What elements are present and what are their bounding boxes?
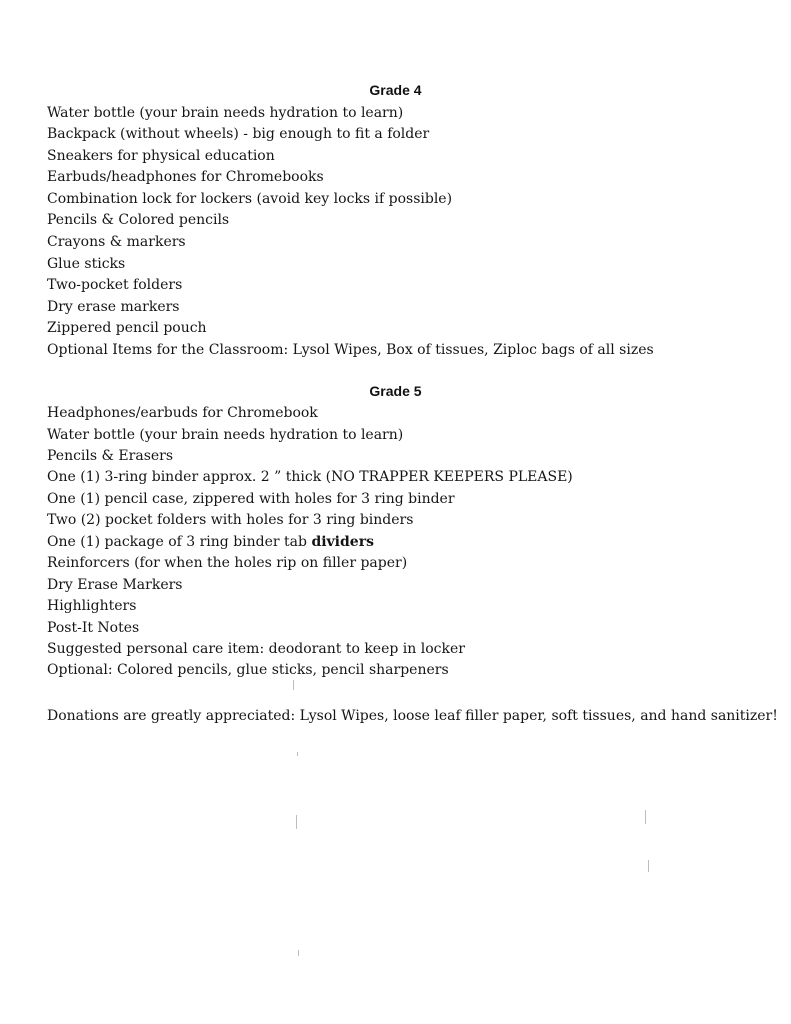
grade-4-item: Glue sticks	[47, 256, 126, 272]
grade-5-item: Water bottle (your brain needs hydration to learn)	[47, 427, 404, 443]
scan-speck	[298, 950, 299, 956]
grade-4-item: Sneakers for physical education	[47, 148, 275, 164]
scan-speck	[297, 752, 298, 756]
grade-5-item: Dry Erase Markers	[47, 577, 183, 593]
grade-4-item: Backpack (without wheels) - big enough to fit a folder	[47, 126, 430, 142]
grade-4-item: Dry erase markers	[47, 299, 180, 315]
grade-4-optional-item: Optional Items for the Classroom: Lysol Wipes, Box of tissues, Ziploc bags of all sizes	[47, 342, 654, 358]
grade-4-item: Two-pocket folders	[47, 277, 183, 293]
grade-4-item: Crayons & markers	[47, 234, 186, 250]
grade-5-item: Optional: Colored pencils, glue sticks, pencil sharpeners	[47, 662, 449, 678]
dividers-item-bold: dividers	[311, 534, 374, 550]
grade-5-item: Post-It Notes	[47, 620, 140, 636]
grade-5-item: Two (2) pocket folders with holes for 3 ring binders	[47, 512, 414, 528]
grade-5-item: One (1) 3-ring binder approx. 2 ” thick (NO TRAPPER KEEPERS PLEASE)	[47, 469, 573, 485]
donations-note: Donations are greatly appreciated: Lysol Wipes, loose leaf filler paper, soft tissues, and hand sanitizer!	[47, 708, 778, 724]
scan-speck	[293, 680, 294, 690]
grade-4-item: Combination lock for lockers (avoid key locks if possible)	[47, 191, 453, 207]
scan-speck	[296, 815, 297, 829]
grade-5-item: Suggested personal care item: deodorant to keep in locker	[47, 641, 465, 657]
grade-5-item-dividers	[47, 534, 374, 551]
grade-5-item: Highlighters	[47, 598, 137, 614]
grade-5-item: Reinforcers (for when the holes rip on filler paper)	[47, 555, 408, 571]
dividers-item-prefix: One (1) package of 3 ring binder tab	[47, 534, 312, 550]
grade-4-item: Water bottle (your brain needs hydration to learn)	[47, 105, 404, 121]
grade-4-heading: Grade 4	[369, 82, 422, 98]
scan-speck	[645, 810, 646, 824]
grade-5-item: Pencils & Erasers	[47, 448, 174, 464]
grade-5-item: Headphones/earbuds for Chromebook	[47, 405, 318, 421]
grade-4-item: Pencils & Colored pencils	[47, 212, 230, 228]
grade-4-item: Zippered pencil pouch	[47, 320, 207, 336]
grade-5-heading: Grade 5	[369, 383, 422, 399]
scan-speck	[648, 860, 649, 872]
grade-5-item: One (1) pencil case, zippered with holes for 3 ring binder	[47, 491, 455, 507]
grade-4-item: Earbuds/headphones for Chromebooks	[47, 169, 324, 185]
